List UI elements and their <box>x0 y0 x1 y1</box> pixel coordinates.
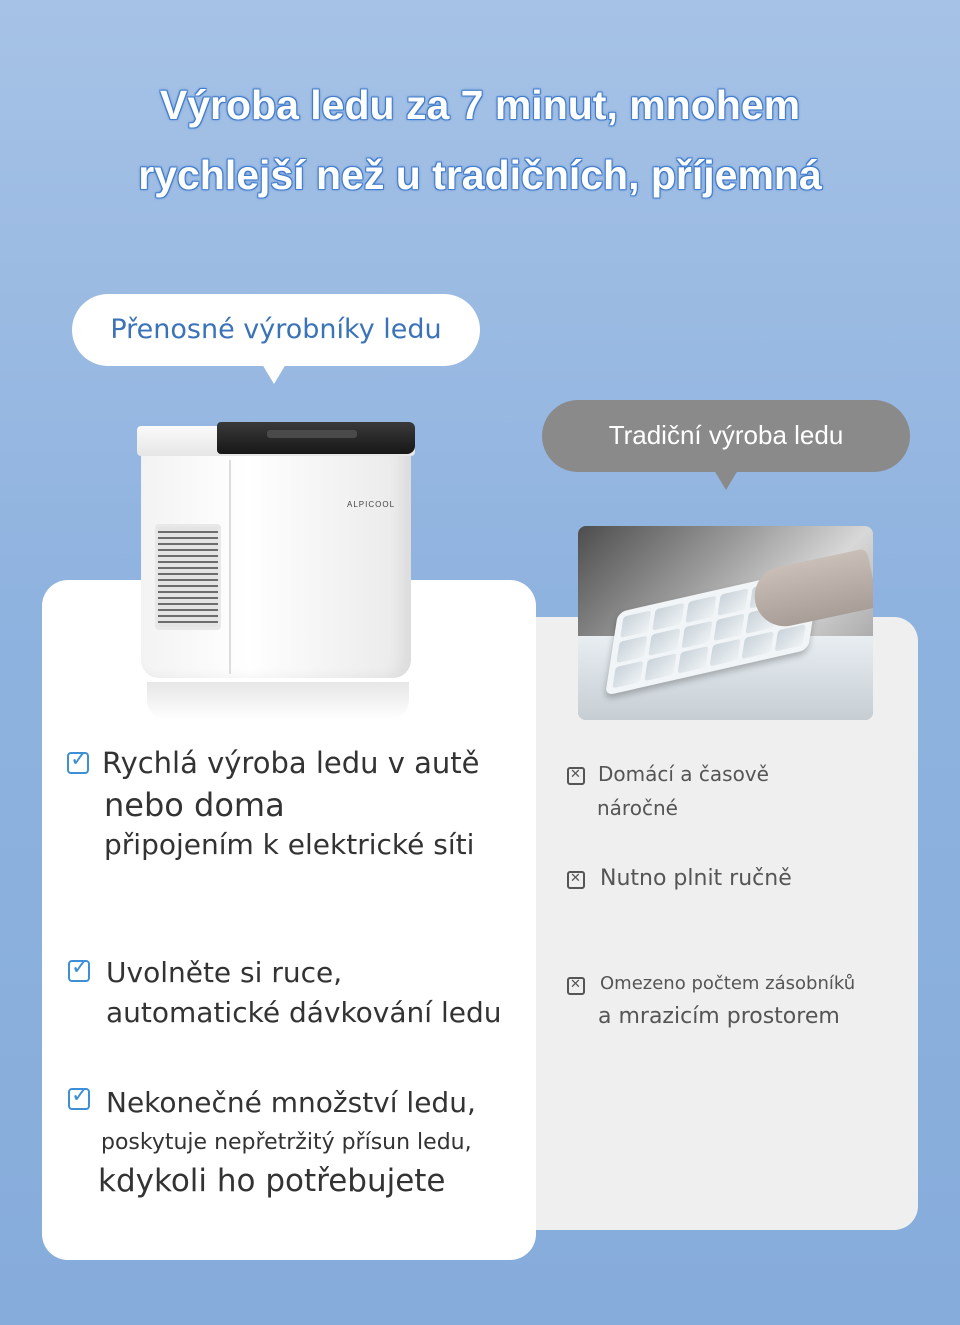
drawback-text: a mrazicím prostorem <box>598 1004 840 1029</box>
drawback-text: Nutno plnit ručně <box>600 866 792 891</box>
portable-ice-maker-label: Přenosné výrobníky ledu <box>110 314 442 345</box>
feature-text: nebo doma <box>104 786 285 824</box>
drawback-text: Domácí a časově <box>598 762 769 786</box>
drawback-text: náročné <box>597 796 678 820</box>
checkbox-crossed-icon <box>567 871 585 889</box>
feature-text: kdykoli ho potřebujete <box>98 1163 446 1199</box>
ice-tray-photo <box>578 526 873 720</box>
feature-text: Uvolněte si ruce, <box>106 956 343 989</box>
headline-line-2: rychlejší než u tradičních, příjemná <box>138 152 822 198</box>
drawback-text: Omezeno počtem zásobníků <box>600 973 856 994</box>
ice-maker-vent <box>155 524 221 630</box>
feature-text: automatické dávkování ledu <box>106 996 502 1029</box>
feature-text: Nekonečné množství ledu, <box>106 1086 476 1119</box>
checkbox-crossed-icon <box>567 977 585 995</box>
ice-maker-product-image <box>137 420 417 720</box>
hand-image <box>749 548 873 632</box>
traditional-ice-label: Tradiční výroba ledu <box>608 420 844 450</box>
feature-text: připojením k elektrické síti <box>104 828 475 861</box>
checkbox-checked-icon <box>68 960 90 982</box>
headline <box>0 70 960 210</box>
feature-text: Rychlá výroba ledu v autě <box>102 746 480 780</box>
ice-maker-lid <box>217 422 415 454</box>
checkbox-crossed-icon <box>567 767 585 785</box>
feature-text: poskytuje nepřetržitý přísun ledu, <box>101 1130 472 1155</box>
portable-ice-maker-bubble <box>72 294 480 366</box>
traditional-ice-bubble <box>542 400 910 472</box>
brand-logo: ALPICOOL <box>347 500 396 509</box>
headline-line-1: Výroba ledu za 7 minut, mnohem <box>159 82 801 128</box>
checkbox-checked-icon <box>68 1088 90 1110</box>
checkbox-checked-icon <box>67 752 89 774</box>
